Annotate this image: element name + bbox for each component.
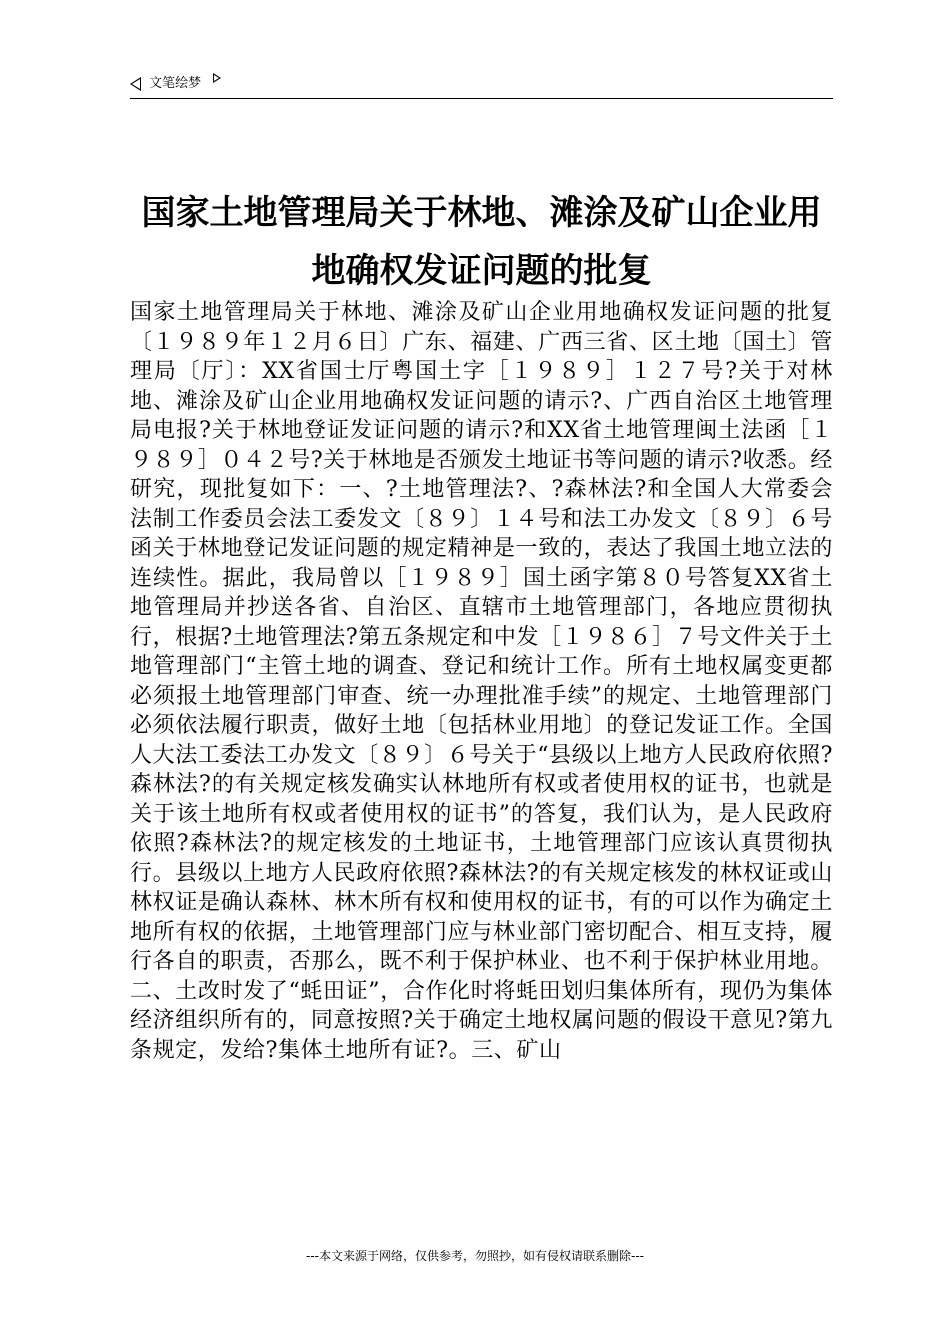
page-header: [130, 74, 833, 99]
page-footer: ---本文来源于网络，仅供参考，勿照抄，如有侵权请联系删除---: [306, 1249, 644, 1263]
document-title: 国家土地管理局关于林地、滩涂及矿山企业用地确权发证问题的批复: [141, 193, 822, 291]
header-brand: 文笔绘梦: [149, 76, 202, 91]
document-body: 国家土地管理局关于林地、滩涂及矿山企业用地确权发证问题的批复〔１９８９年１２月６日〕广东、福建、广西三省、区土地〔国土〕管理局〔厅〕：XX省国士厅粤国土字［１９８９］１２７号?关于对林地、滩涂及矿山企业用地确权发证问题的请示?、广西自治区土地管理局电报?关于林地登证发证问题的请示?和XX省土地管理闽土法函［１９８９］０４２号?关于林地是否颁发土地证书等问题的请示?收悉。经研究，现批复如下：一、?土地管理法?、?森林法?和全国人大常委会法制工作委员会法工委发文〔８９〕１４号和法工办发文〔８９〕６号函关于林地登记发证问题的规定精神是一致的，表达了我国土地立法的连续性。据此，我局曾以［１９８９］国土函字第８０号答复XX省土地管理局并抄送各省、自治区、直辖市土地管理部门，各地应贯彻执行，根据?土地管理法?第五条规定和中发［１９８６］７号文件关于土地管理部门“主管土地的调查、登记和统计工作。所有土地权属变更都必须报土地管理部门审查、统一办理批准手续”的规定、土地管理部门必须依法履行职责，做好土地〔包括林业用地〕的登记发证工作。全国人大法工委法工办发文〔８９〕６号关于“县级以上地方人民政府依照?森林法?的有关规定核发确实认林地所有权或者使用权的证书，也就是关于该土地所有权或者使用权的证书”的答复，我们认为，是人民政府依照?森林法?的规定核发的土地证书，土地管理部门应该认真贯彻执行。县级以上地方人民政府依照?森林法?的有关规定核发的林权证或山林权证是确认森林、林木所有权和使用权的证书，有的可以作为确定土地所有权的依据，土地管理部门应与林业部门密切配合、相互支持，履行各自的职责，否那么，既不利于保护林业、也不利于保护林业用地。二、土改时发了“蚝田证”，合作化时将蚝田划归集体所有，现仍为集体经济组织所有的，同意按照?关于确定土地权属问题的假设干意见?第九条规定，发给?集体土地所有证?。三、矿山: [130, 300, 833, 1063]
triangle-left-icon: [130, 77, 141, 91]
triangle-right-icon: [213, 73, 221, 83]
